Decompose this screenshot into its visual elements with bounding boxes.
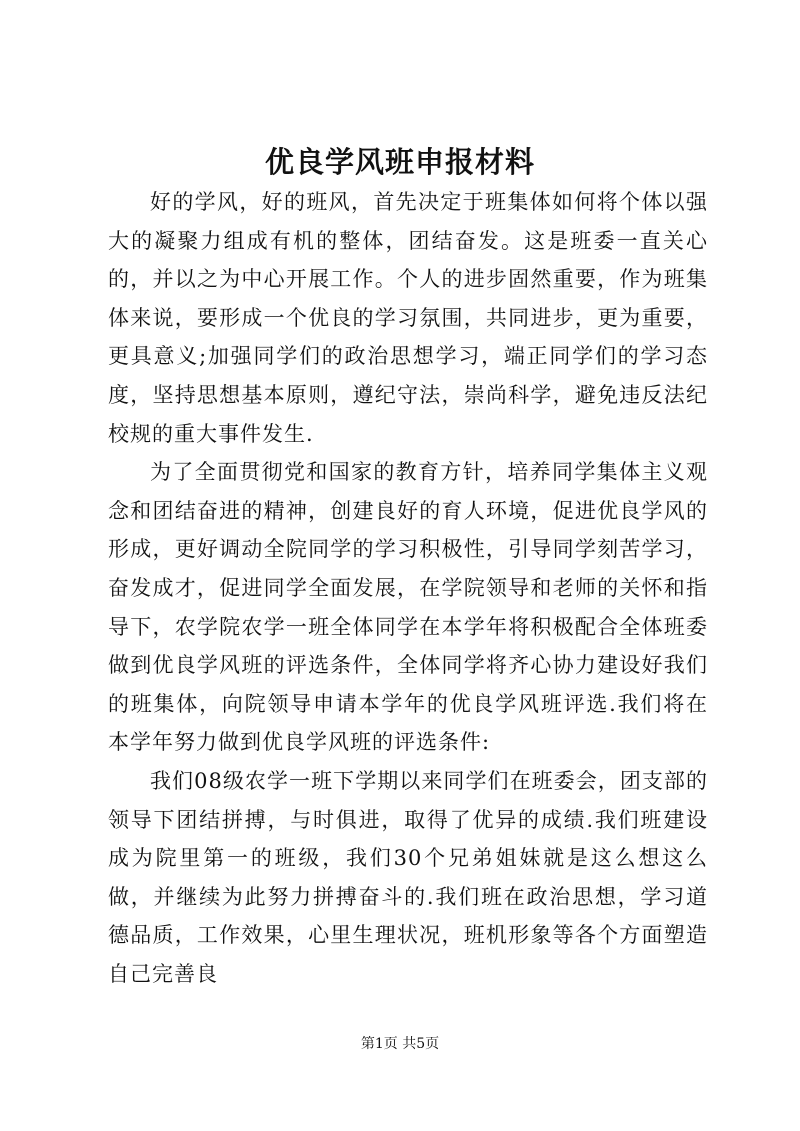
paragraph-3: 我们08级农学一班下学期以来同学们在班委会，团支部的领导下团结拼搏，与时俱进，取得了优异的成绩.我们班建设成为院里第一的班级，我们30个兄弟姐妹就是这么想这么做，并继续为此努力拼搏奋斗的.我们班在政治思想，学习道德品质，工作效果，心里生理状况，班机形象等各个方面塑造自己完善良 [108,768,708,986]
paragraph-1: 好的学风，好的班风，首先决定于班集体如何将个体以强大的凝聚力组成有机的整体，团结奋发。这是班委一直关心的，并以之为中心开展工作。个人的进步固然重要，作为班集体来说，要形成一个优良的学习氛围，共同进步，更为重要，更具意义;加强同学们的政治思想学习，端正同学们的学习态度，坚持思想基本原则，遵纪守法，崇尚科学，避免违反法纪校规的重大事件发生. [108,190,708,446]
document-title: 优良学风班申报材料 [264,145,535,179]
document-body [108,183,708,993]
paragraph-2: 为了全面贯彻党和国家的教育方针，培养同学集体主义观念和团结奋进的精神，创建良好的育人环境，促进优良学风的形成，更好调动全院同学的学习积极性，引导同学刻苦学习，奋发成才，促进同学全面发展，在学院领导和老师的关怀和指导下，农学院农学一班全体同学在本学年将积极配合全体班委做到优良学风班的评选条件，全体同学将齐心协力建设好我们的班集体，向院领导申请本学年的优良学风班评选.我们将在本学年努力做到优良学风班的评选条件: [108,460,708,755]
page-number-footer: 第1页 共5页 [360,1036,440,1052]
